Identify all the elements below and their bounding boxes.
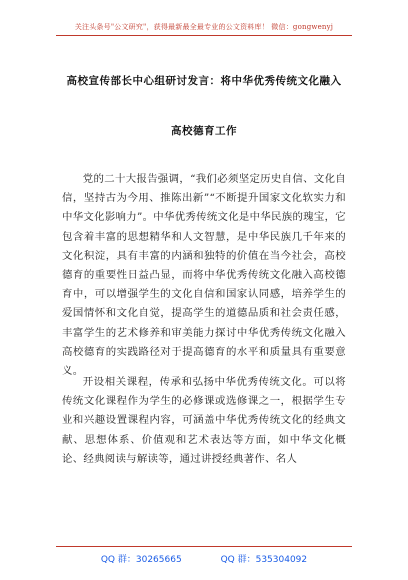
body-paragraph-1: 党的二十大报告强调，“我们必须坚定历史自信、文化自信，坚持古为今用、推陈出新”“不断提升国家文化软实力和中华文化影响力”。中华优秀传统文化是中华民族的瑰宝，它包含着丰富的思想精华和人文智慧，是中华民族几千年来的文化积淀，具有丰富的内涵和独特的价值在当今社会，高校德育的重要性日益凸显，而将中华优秀传统文化融入高校德育中，可以增强学生的文化自信和国家认同感，培养学生的爱国情怀和文化自觉，提高学生的道德品质和社会责任感，丰富学生的艺术修养和审美能力探讨中华优秀传统文化融入高校德育的实践路径对于提高德育的水平和质量具有重要意义。 xyxy=(62,173,346,378)
footer-contact xyxy=(0,552,408,565)
header-banner: 关注头条号"公文研究"，获得最新最全最专业的公文资料库！ 微信：gongwenyj xyxy=(74,23,334,31)
qq-group-2: QQ 群：535304092 xyxy=(220,555,308,565)
qq-group-1: QQ 群：30265665 xyxy=(100,555,182,565)
document-title-line-2: 高校德育工作 xyxy=(171,125,237,137)
body-paragraph-2: 开设相关课程，传承和弘扬中华优秀传统文化。可以将传统文化课程作为学生的必修课或选修课之一，根据学生专业和兴趣设置课程内容，可涵盖中华优秀传统文化的经典文献、思想体系、价值观和艺术表达等方面，如中华文化概论、经典阅读与解读等，通过讲授经典著作、名人 xyxy=(62,376,346,465)
document-title-line-1: 高校宣传部长中心组研讨发言：将中华优秀传统文化融入 xyxy=(66,75,342,87)
footer-divider xyxy=(56,546,352,547)
header-divider xyxy=(56,35,352,36)
